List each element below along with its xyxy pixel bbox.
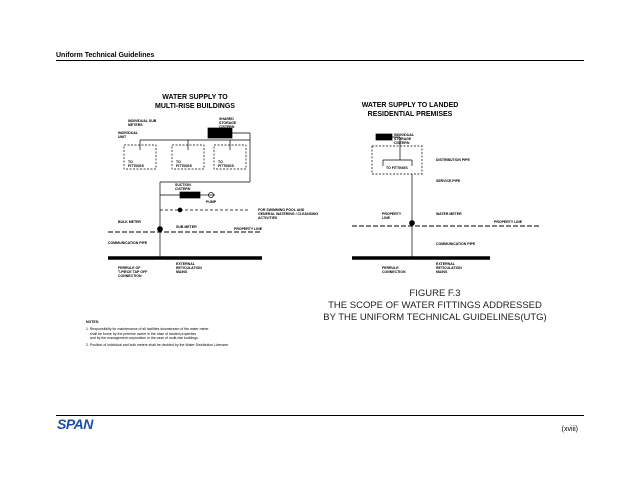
left-title-line1: WATER SUPPLY TO bbox=[162, 94, 228, 101]
label-property-line-left: PROPERTY LINE bbox=[234, 227, 263, 231]
suction-cistern bbox=[180, 192, 200, 198]
label-individual-unit: INDIVIDUAL UNIT bbox=[118, 131, 139, 140]
label-communication-pipe-right: COMMUNICATION PIPE bbox=[436, 242, 476, 246]
label-individual-storage: INDIVIDUAL STORAGE CISTERN bbox=[394, 133, 415, 146]
label-sub-meter: SUB METER bbox=[176, 225, 197, 229]
label-communication-pipe-left: COMMUNICATION PIPE bbox=[108, 241, 148, 245]
label-external-mains-right: EXTERNAL RETICULATION MAINS bbox=[436, 262, 462, 275]
footer-rule bbox=[56, 415, 584, 416]
note-1: 1. Responsibility for maintenance of all facilities downstream of the water meter shall be borne by the premise owner in the case of landed properties and by the management corporation in the case of multi-rise buildings. bbox=[86, 327, 209, 340]
left-diagram-title bbox=[120, 93, 270, 111]
label-water-meter: WATER METER bbox=[436, 212, 462, 216]
right-title-line1: WATER SUPPLY TO LANDED bbox=[361, 102, 459, 109]
label-external-mains-left: EXTERNAL RETICULATION MAINS bbox=[176, 262, 202, 275]
label-to-fittings-1: TO FITTINGS bbox=[128, 160, 144, 169]
figure-number: FIGURE F.3 bbox=[409, 288, 461, 299]
page-header-title: Uniform Technical Guidelines bbox=[56, 52, 155, 59]
label-ferrule-right: FERRULE CONNECTION bbox=[382, 266, 406, 275]
label-individual-sub-meters: INDIVIDUAL SUB METERS bbox=[128, 119, 157, 128]
left-title-line2: MULTI-RISE BUILDINGS bbox=[155, 103, 235, 110]
label-service-pipe: SERVICE PIPE bbox=[436, 179, 461, 183]
label-property-line-right-2: PROPERTY LINE bbox=[494, 220, 523, 224]
individual-storage-cistern bbox=[376, 134, 392, 140]
label-pump: PUMP bbox=[206, 200, 217, 204]
label-ferrule-left: FERRULE OF T-PIECE TAP OFF CONNECTION bbox=[118, 266, 148, 279]
figure-line1: THE SCOPE OF WATER FITTINGS ADDRESSED bbox=[328, 300, 542, 311]
right-diagram-lines bbox=[352, 134, 540, 258]
label-suction-cistern: SUCTION CISTERN bbox=[175, 183, 191, 192]
label-to-fittings-3: TO FITTINGS bbox=[218, 160, 234, 169]
note-2: 2. Position of individual and bulk meters shall be decided by the Water Distribution Licensee bbox=[86, 343, 229, 348]
label-property-line-right-1: PROPERTY LINE bbox=[382, 212, 402, 221]
page-number: (xviii) bbox=[561, 426, 578, 433]
label-pool: FOR SWIMMING POOL AND GENERAL WATERING / CLEANSING ACTIVITIES bbox=[258, 208, 319, 221]
sub-meter-dot bbox=[178, 208, 182, 212]
label-shared-storage: SHARED STORAGE CISTERN bbox=[219, 117, 237, 130]
label-to-fittings-2: TO FITTINGS bbox=[176, 160, 192, 169]
water-meter-dot bbox=[410, 221, 415, 226]
notes-heading: NOTES: bbox=[86, 320, 100, 324]
figure-line2: BY THE UNIFORM TECHNICAL GUIDELINES(UTG) bbox=[323, 312, 547, 323]
notes-block bbox=[86, 320, 296, 347]
right-diagram-title bbox=[340, 101, 480, 119]
right-title-line2: RESIDENTIAL PREMISES bbox=[367, 111, 453, 118]
left-diagram-lines bbox=[108, 128, 262, 258]
label-bulk-meter: BULK METER bbox=[118, 220, 141, 224]
label-to-fittings-right: TO FITTINGS bbox=[386, 166, 408, 170]
span-logo: SPAN bbox=[57, 416, 93, 432]
figure-caption bbox=[300, 288, 570, 324]
label-distribution-pipe: DISTRIBUTION PIPE bbox=[436, 158, 470, 162]
